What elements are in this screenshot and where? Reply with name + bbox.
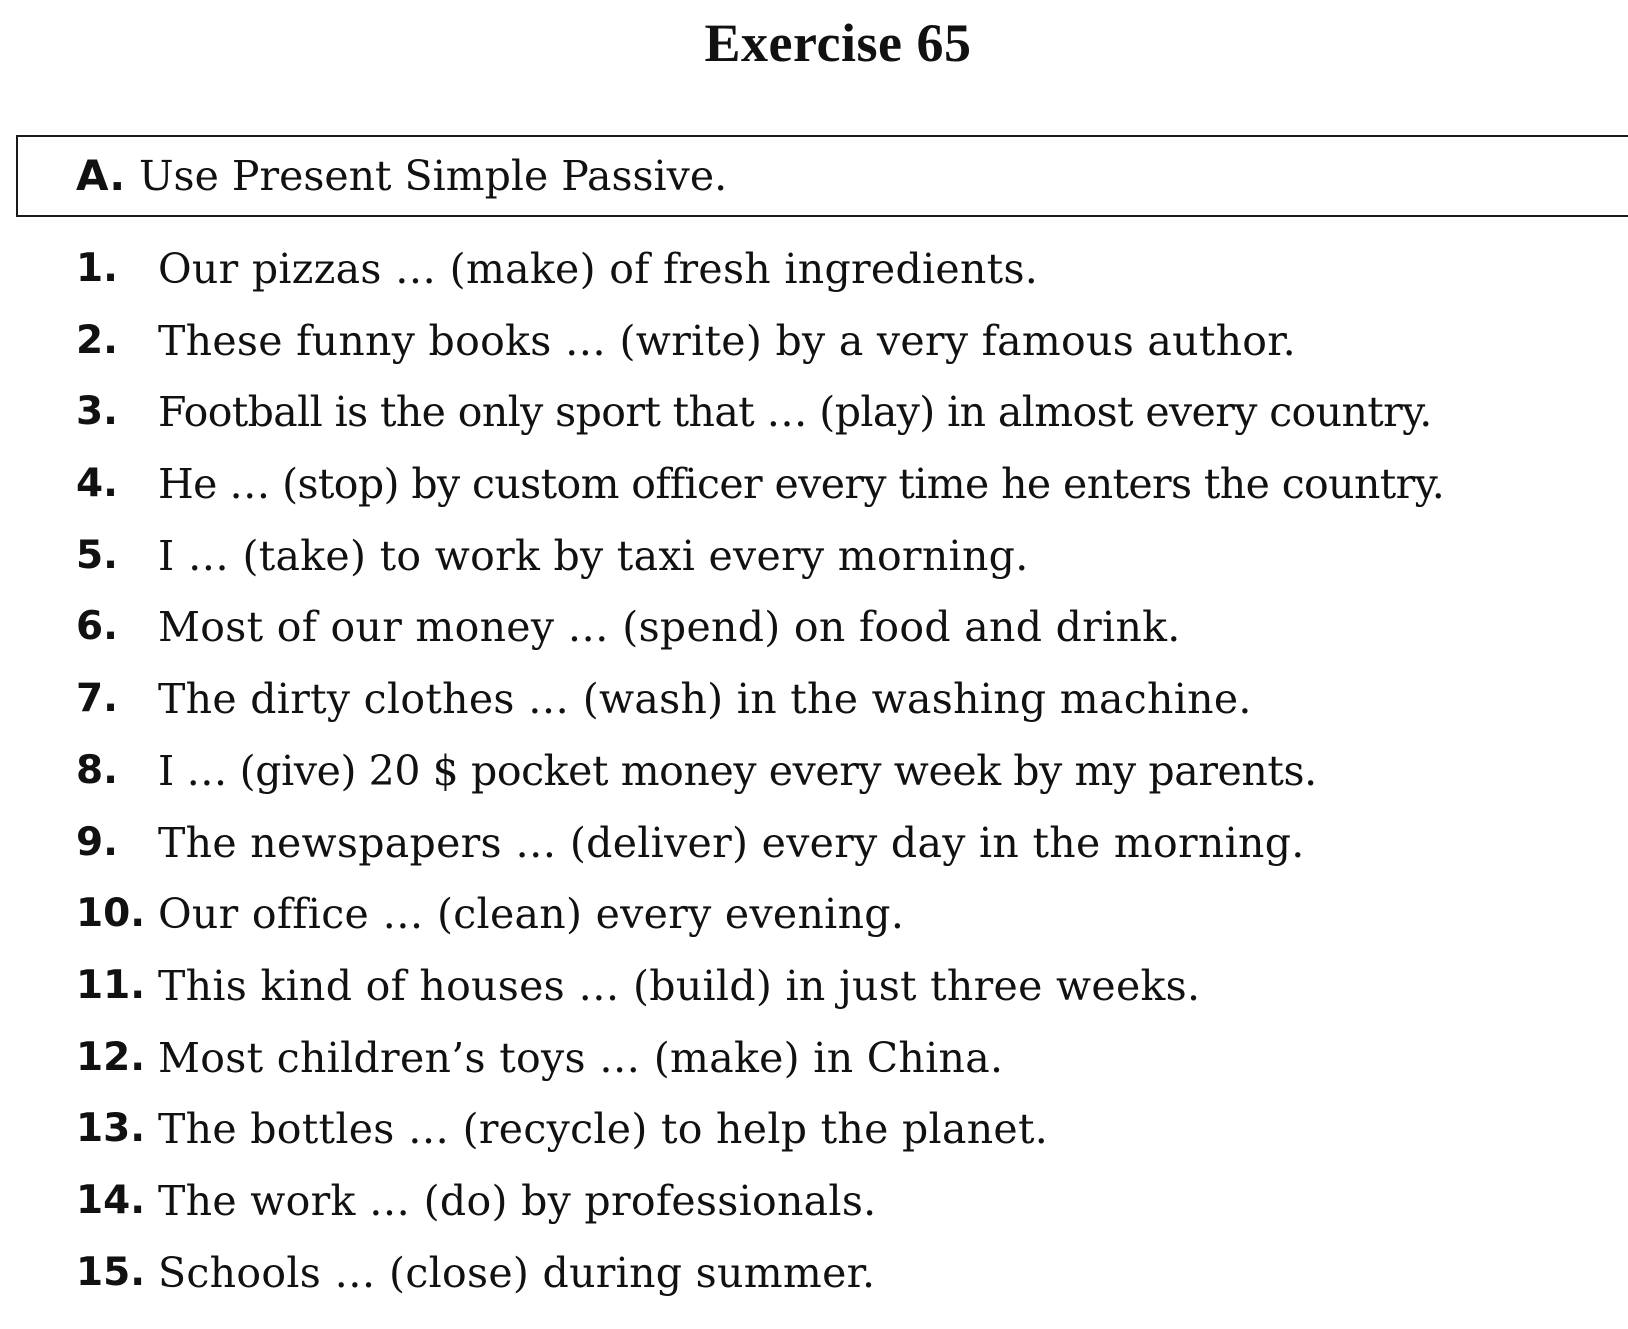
exercise-item xyxy=(0,594,1628,666)
instruction-text: Use Present Simple Passive. xyxy=(139,152,728,200)
item-number: 5. xyxy=(76,532,118,578)
item-sentence: The work … (do) by professionals. xyxy=(158,1176,877,1225)
exercise-item xyxy=(0,308,1628,380)
item-number: 10. xyxy=(76,891,146,937)
item-sentence: These funny books … (write) by a very famous author. xyxy=(158,316,1297,365)
item-sentence: The bottles … (recycle) to help the planet. xyxy=(158,1105,1049,1154)
exercise-title: Exercise 65 xyxy=(704,13,972,73)
item-sentence: I … (take) to work by taxi every morning. xyxy=(158,531,1029,580)
item-number: 14. xyxy=(76,1177,146,1223)
exercise-item xyxy=(0,236,1628,308)
item-number: 3. xyxy=(76,389,118,435)
exercise-item xyxy=(0,1168,1628,1240)
item-number: 15. xyxy=(76,1249,146,1295)
exercise-item xyxy=(0,523,1628,595)
item-sentence: Most children’s toys … (make) in China. xyxy=(158,1033,1004,1082)
exercise-item xyxy=(0,1240,1628,1312)
exercise-item xyxy=(0,1025,1628,1097)
exercise-item xyxy=(0,666,1628,738)
item-number: 6. xyxy=(76,604,118,650)
item-number: 11. xyxy=(76,962,146,1008)
item-sentence: Schools … (close) during summer. xyxy=(158,1248,876,1297)
item-number: 7. xyxy=(76,676,118,722)
item-sentence: Most of our money … (spend) on food and drink. xyxy=(158,603,1181,652)
item-sentence: The newspapers … (deliver) every day in the morning. xyxy=(158,818,1305,867)
item-number: 2. xyxy=(76,317,118,363)
exercise-item xyxy=(0,451,1628,523)
item-number: 1. xyxy=(76,246,118,291)
item-number: 12. xyxy=(76,1034,146,1080)
item-sentence: This kind of houses … (build) in just three weeks. xyxy=(158,961,1201,1010)
exercise-item xyxy=(0,379,1628,451)
item-sentence: I … (give) 20 $ pocket money every week by my parents. xyxy=(158,746,1317,795)
item-sentence: The dirty clothes … (wash) in the washing machine. xyxy=(158,675,1252,724)
exercise-item xyxy=(0,738,1628,810)
item-sentence: Football is the only sport that … (play) in almost every country. xyxy=(158,388,1432,437)
exercise-item xyxy=(0,1096,1628,1168)
item-sentence: He … (stop) by custom officer every time he enters the country. xyxy=(158,460,1445,509)
item-number: 13. xyxy=(76,1106,146,1152)
instruction-box xyxy=(16,135,1628,217)
item-sentence: Our office … (clean) every evening. xyxy=(158,890,905,939)
item-number: 9. xyxy=(76,819,118,865)
exercise-item xyxy=(0,881,1628,953)
section-letter: A. xyxy=(76,151,126,200)
exercise-item xyxy=(0,810,1628,882)
item-number: 4. xyxy=(76,461,118,507)
item-sentence: Our pizzas … (make) of fresh ingredients. xyxy=(158,245,1039,293)
item-number: 8. xyxy=(76,747,118,793)
exercise-item xyxy=(0,953,1628,1025)
exercise-list xyxy=(0,236,1628,1311)
